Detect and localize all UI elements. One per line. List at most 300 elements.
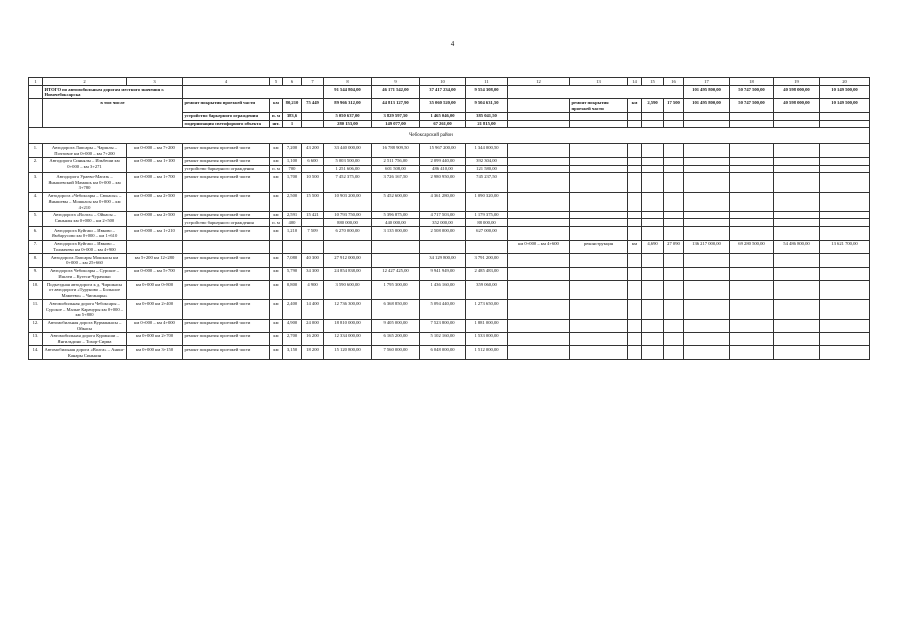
km-range: км 0+000 – км 4+000 (127, 319, 183, 332)
value-c19 (774, 281, 820, 300)
value-c8: 7 452 375,00 (324, 173, 372, 192)
value-c18 (730, 300, 774, 319)
value-c16 (664, 300, 684, 319)
work-type-2 (570, 219, 628, 227)
value-c6: 4,900 (283, 319, 302, 332)
value-c10: 34 129 800,00 (420, 254, 466, 267)
unit-2 (628, 300, 642, 319)
table-row (29, 157, 870, 165)
value-c20 (820, 165, 870, 173)
value-c19 (774, 165, 820, 173)
value-c8: 880 000,00 (324, 219, 372, 227)
value-c20 (820, 332, 870, 345)
incl-row (29, 99, 870, 112)
km-range: км 5+200 км 12+280 (127, 254, 183, 267)
section-row (29, 128, 870, 144)
value-c8: 5 003 500,00 (324, 157, 372, 165)
unit: км (270, 332, 283, 345)
unit-2 (628, 144, 642, 157)
value-c17 (684, 332, 730, 345)
value-c18 (730, 173, 774, 192)
unit: п. м (270, 165, 283, 173)
work-type-2 (570, 144, 628, 157)
unit: п. м (270, 112, 283, 120)
value-c7: 24 000 (302, 319, 324, 332)
work-type-2 (570, 300, 628, 319)
value-c9: 3 135 000,00 (372, 227, 420, 240)
value-c6: 1,210 (283, 227, 302, 240)
value-c7 (302, 240, 324, 253)
value-c10: 5 094 440,00 (420, 300, 466, 319)
value-c18 (730, 157, 774, 165)
value-c11: 2 485 483,00 (466, 267, 508, 280)
value-c18 (730, 332, 774, 345)
value-c15 (642, 267, 664, 280)
km-range: км 0+000 км 3+150 (127, 346, 183, 359)
unit-2 (628, 254, 642, 267)
row-number: 14. (29, 346, 43, 359)
value-c6: 2,400 (283, 300, 302, 319)
value-c15 (642, 165, 664, 173)
work-type-2: ремонт покрытия проезжей части (570, 99, 628, 112)
value-c11: 385 041,50 (466, 112, 508, 120)
total-label: ИТОГО по автомобильным дорогам местного значения г. Новочебоксарска (43, 86, 183, 99)
value-c17 (684, 112, 730, 120)
km-range-2 (508, 219, 570, 227)
unit-2 (628, 332, 642, 345)
value-c11: 1 179 375,00 (466, 211, 508, 219)
value-c10: 15 967 200,00 (420, 144, 466, 157)
table-cell (29, 86, 43, 99)
row-number: 10. (29, 281, 43, 300)
value-c9: 5 396 875,00 (372, 211, 420, 219)
value-c7: 7 509 (302, 227, 324, 240)
value-c17 (684, 219, 730, 227)
work-type-2 (570, 254, 628, 267)
work-type: ремонт покрытия проезжей части (183, 144, 270, 157)
row-number: 1. (29, 144, 43, 157)
value-c7: 75 449 (302, 99, 324, 112)
column-number-10: 10 (420, 78, 466, 86)
value-c7: 10 500 (302, 173, 324, 192)
km-range-2 (508, 300, 570, 319)
row-number: 5. (29, 211, 43, 226)
value-c9: 601 508,00 (372, 165, 420, 173)
unit: км (270, 192, 283, 211)
value-c10 (420, 240, 466, 253)
value-c20 (820, 227, 870, 240)
value-c10: 9 941 949,00 (420, 267, 466, 280)
value-c8: 1 251 606,00 (324, 165, 372, 173)
value-c7 (302, 165, 324, 173)
unit: км (270, 99, 283, 112)
road-repair-table (28, 77, 870, 360)
road-name: Автодорога Ураево-Магазь – Янышевский Мамашь км 0+000 – км 3+780 (43, 173, 127, 192)
value-c8: 5 050 637,00 (324, 112, 372, 120)
value-c9: 6 165 200,00 (372, 332, 420, 345)
value-c19: 40 598 000,00 (774, 99, 820, 112)
value-c11: 88 000,00 (466, 219, 508, 227)
value-c11: 359 060,00 (466, 281, 508, 300)
value-c15 (642, 144, 664, 157)
unit-2 (628, 281, 642, 300)
road-name: Автодорога Лапсары Мошкасы км 0+000 – км 25+660 (43, 254, 127, 267)
value-c8: 10 903 200,00 (324, 192, 372, 211)
work-type: ремонт покрытия проезжей части (183, 300, 270, 319)
value-c19 (774, 346, 820, 359)
km-range: км 0+000 км 2+400 (127, 300, 183, 319)
value-c8: 18 810 000,00 (324, 319, 372, 332)
km-range-2 (508, 227, 570, 240)
work-type: ремонт покрытия проезжей части (183, 319, 270, 332)
column-number-5: 5 (270, 78, 283, 86)
value-c18 (730, 227, 774, 240)
value-c9: 16 788 909,50 (372, 144, 420, 157)
value-c7: 15 500 (302, 192, 324, 211)
total-c17: 101 495 800,00 (684, 86, 730, 99)
value-c15 (642, 319, 664, 332)
value-c18 (730, 120, 774, 128)
value-c20 (820, 173, 870, 192)
work-type: ремонт покрытия проезжей части (183, 267, 270, 280)
value-c10: 486 410,00 (420, 165, 466, 173)
value-c6: 3,150 (283, 346, 302, 359)
column-number-1: 1 (29, 78, 43, 86)
value-c10: 1 436 160,00 (420, 281, 466, 300)
value-c15: 4,690 (642, 240, 664, 253)
value-c18 (730, 211, 774, 219)
value-c8: 10 793 750,00 (324, 211, 372, 219)
value-c6: 1,700 (283, 173, 302, 192)
unit: км (270, 211, 283, 219)
value-c16 (664, 112, 684, 120)
value-c18 (730, 192, 774, 211)
total-row (29, 86, 870, 99)
row-number: 6. (29, 227, 43, 240)
column-number-3: 3 (127, 78, 183, 86)
value-c10: 4 717 503,00 (420, 211, 466, 219)
table-cell (508, 120, 570, 128)
value-c16 (664, 192, 684, 211)
km-range: км 0+000 км 0+800 (127, 281, 183, 300)
unit-2 (628, 173, 642, 192)
value-c19 (774, 211, 820, 219)
value-c8 (324, 240, 372, 253)
total-c11: 9 554 308,00 (466, 86, 508, 99)
column-number-20: 20 (820, 78, 870, 86)
value-c15 (642, 173, 664, 192)
value-c11: 627 000,00 (466, 227, 508, 240)
table-cell (508, 112, 570, 120)
value-c20 (820, 192, 870, 211)
table-row (29, 332, 870, 345)
value-c7: 34 300 (302, 267, 324, 280)
value-c19: 54 486 800,00 (774, 240, 820, 253)
value-c9: 1 795 300,00 (372, 281, 420, 300)
value-c19 (774, 173, 820, 192)
table-row (29, 211, 870, 219)
value-c18 (730, 219, 774, 227)
value-c17 (684, 157, 730, 165)
unit: км (270, 227, 283, 240)
value-c15 (642, 281, 664, 300)
table-row (29, 192, 870, 211)
value-c10: 1 465 046,00 (420, 112, 466, 120)
km-range-2 (508, 267, 570, 280)
value-c20 (820, 112, 870, 120)
value-c20 (820, 120, 870, 128)
value-c15 (642, 332, 664, 345)
total-c8: 91 544 804,00 (324, 86, 372, 99)
table-row (29, 267, 870, 280)
value-c15 (642, 157, 664, 165)
table-cell (183, 86, 324, 99)
column-number-14: 14 (628, 78, 642, 86)
value-c17 (684, 192, 730, 211)
km-range-2 (508, 319, 570, 332)
value-c18 (730, 254, 774, 267)
km-range: км 0+000 – км 1+700 (127, 173, 183, 192)
value-c6: 5,790 (283, 267, 302, 280)
value-c8: 33 440 000,00 (324, 144, 372, 157)
value-c18 (730, 144, 774, 157)
column-number-15: 15 (642, 78, 664, 86)
value-c16 (664, 254, 684, 267)
value-c8: 24 854 838,00 (324, 267, 372, 280)
km-range-2 (508, 281, 570, 300)
value-c11: 1 273 650,00 (466, 300, 508, 319)
value-c17 (684, 346, 730, 359)
work-type-2 (570, 112, 628, 120)
value-c8: 27 912 000,00 (324, 254, 372, 267)
column-number-19: 19 (774, 78, 820, 86)
work-type: ремонт покрытия проезжей части (183, 281, 270, 300)
value-c8: 6 270 000,00 (324, 227, 372, 240)
road-name: Автодорога «Волга» – Ойкасы – Синьялы км 0+000 – км 2+500 (43, 211, 127, 226)
km-range-2 (508, 332, 570, 345)
road-name: Автодорога Куйгаш – Ивково – Ямбарусово км 0+000 – км 1+610 (43, 227, 127, 240)
value-c18 (730, 267, 774, 280)
value-c19 (774, 300, 820, 319)
table-row (29, 173, 870, 192)
column-number-6: 6 (283, 78, 302, 86)
km-range: км 0+000 – км 7+200 (127, 144, 183, 157)
value-c17 (684, 211, 730, 219)
value-c20 (820, 144, 870, 157)
value-c19 (774, 112, 820, 120)
value-c18: 50 747 500,00 (730, 99, 774, 112)
table-row (29, 240, 870, 253)
value-c18 (730, 112, 774, 120)
value-c6: 2,700 (283, 332, 302, 345)
table-row (29, 144, 870, 157)
table-cell (508, 99, 570, 112)
km-range-2 (508, 254, 570, 267)
km-range-2 (508, 173, 570, 192)
work-type-2 (570, 267, 628, 280)
value-c6: 80,210 (283, 99, 302, 112)
km-range-2 (508, 346, 570, 359)
km-range: км 0+000 – км 1+100 (127, 157, 183, 172)
unit-2 (628, 211, 642, 219)
value-c20: 13 621 700,00 (820, 240, 870, 253)
work-type: модернизация светофорного объекта (183, 120, 270, 128)
column-number-18: 18 (730, 78, 774, 86)
road-name: Автомобильная дорога Вурманкасы – Ойкасы (43, 319, 127, 332)
value-c9: 5 452 600,00 (372, 192, 420, 211)
unit-2: км (628, 240, 642, 253)
unit: п. м (270, 219, 283, 227)
value-c16: 17 500 (664, 99, 684, 112)
table-row (29, 254, 870, 267)
work-type: ремонт покрытия проезжей части (183, 227, 270, 240)
table-cell (29, 128, 43, 144)
value-c10: 35 060 520,00 (420, 99, 466, 112)
road-name: Автомобильная дорога Курмыши – Янгильдино – Тохор-Сирма (43, 332, 127, 345)
road-name: Автодорога Чебоксары – Сурское – Ишлеи – Кугеси-Чурачики (43, 267, 127, 280)
value-c19 (774, 332, 820, 345)
work-type: ремонт покрытия проезжей части (183, 99, 270, 112)
value-c16 (664, 211, 684, 219)
value-c18 (730, 165, 774, 173)
value-c7: 14 400 (302, 300, 324, 319)
road-name: Подъездная автодорога к д. Чиршкасы от автодороги «Туруново – Большое Мамеево» – Чиганары» (43, 281, 127, 300)
value-c11: 392 304,00 (466, 157, 508, 165)
value-c9 (372, 240, 420, 253)
value-c7: 6 600 (302, 157, 324, 165)
unit-2 (628, 346, 642, 359)
value-c7: 43 200 (302, 144, 324, 157)
value-c6: 1 (283, 120, 302, 128)
value-c16 (664, 120, 684, 128)
road-name: Автомобильная дорога Чебоксары – Сурское – Малые Карачуры км 0+000 – км 5+800 (43, 300, 127, 319)
total-c20: 10 149 500,00 (820, 86, 870, 99)
value-c18 (730, 346, 774, 359)
total-c10: 37 417 234,00 (420, 86, 466, 99)
work-type-2 (570, 346, 628, 359)
row-number: 8. (29, 254, 43, 267)
unit: шт. (270, 120, 283, 128)
value-c9: 3 829 597,50 (372, 112, 420, 120)
value-c7: 15 421 (302, 211, 324, 219)
work-type: ремонт покрытия проезжей части (183, 211, 270, 219)
value-c9 (372, 254, 420, 267)
section-title: Чебоксарский район (43, 128, 820, 144)
value-c9: 3 726 167,50 (372, 173, 420, 192)
work-type: ремонт покрытия проезжей части (183, 254, 270, 267)
table-row (29, 227, 870, 240)
value-c7: 40 300 (302, 254, 324, 267)
column-number-17: 17 (684, 78, 730, 86)
value-c15 (642, 192, 664, 211)
value-c9: 44 813 127,90 (372, 99, 420, 112)
km-range: км 0+000 – км 5+700 (127, 267, 183, 280)
value-c6: 2,591 (283, 211, 302, 219)
value-c10: 5 102 160,00 (420, 332, 466, 345)
value-c20 (820, 211, 870, 219)
value-c17: 101 495 800,00 (684, 99, 730, 112)
value-c16 (664, 173, 684, 192)
table-row (29, 300, 870, 319)
km-range-2 (508, 144, 570, 157)
unit: км (270, 157, 283, 165)
value-c7: 4 900 (302, 281, 324, 300)
unit: км (270, 254, 283, 267)
km-range-2 (508, 192, 570, 211)
value-c11: 1 344 000,50 (466, 144, 508, 157)
value-c16: 27 090 (664, 240, 684, 253)
road-name: Автодорога Лапсары – Чаршлы – Почтовое км 0+000 – км 7+200 (43, 144, 127, 157)
value-c19 (774, 157, 820, 165)
column-number-16: 16 (664, 78, 684, 86)
value-c15 (642, 254, 664, 267)
value-c16 (664, 219, 684, 227)
value-c20: 10 149 500,00 (820, 99, 870, 112)
column-number-12: 12 (508, 78, 570, 86)
value-c17 (684, 300, 730, 319)
work-type: ремонт покрытия проезжей части (183, 157, 270, 165)
unit-2 (628, 112, 642, 120)
value-c7 (302, 120, 324, 128)
value-c11: 121 580,00 (466, 165, 508, 173)
value-c11: 1 512 000,00 (466, 346, 508, 359)
value-c17 (684, 254, 730, 267)
table-cell (29, 99, 43, 128)
value-c15 (642, 120, 664, 128)
work-type-2 (570, 173, 628, 192)
road-name: Автодорога «Чебоксары – Сюкасы» – Янышевы – Мошкасы км 0+000 – км 4+210 (43, 192, 127, 211)
value-c16 (664, 346, 684, 359)
value-c20 (820, 319, 870, 332)
km-range-2 (508, 165, 570, 173)
value-c17: 136 217 000,00 (684, 240, 730, 253)
work-type-2 (570, 165, 628, 173)
total-c18: 50 747 500,00 (730, 86, 774, 99)
value-c17 (684, 120, 730, 128)
value-c11: 3 791 200,00 (466, 254, 508, 267)
work-type: ремонт покрытия проезжей части (183, 173, 270, 192)
unit-2 (628, 192, 642, 211)
incl-label: в том числе (43, 99, 183, 128)
unit-2 (628, 227, 642, 240)
value-c17 (684, 173, 730, 192)
value-c15 (642, 219, 664, 227)
km-range-2 (508, 211, 570, 219)
value-c6: 2,500 (283, 192, 302, 211)
unit-2 (628, 219, 642, 227)
value-c19 (774, 144, 820, 157)
row-number: 2. (29, 157, 43, 172)
value-c17 (684, 267, 730, 280)
value-c6: 7,080 (283, 254, 302, 267)
work-type: устройство барьерного ограждения (183, 112, 270, 120)
table-row (29, 281, 870, 300)
value-c10: 2 099 440,00 (420, 157, 466, 165)
value-c18: 69 280 500,00 (730, 240, 774, 253)
table-cell (820, 128, 870, 144)
row-number: 12. (29, 319, 43, 332)
value-c19 (774, 267, 820, 280)
value-c10: 2 980 950,00 (420, 173, 466, 192)
work-type-2 (570, 227, 628, 240)
km-range: км 0+000 – км 2+500 (127, 192, 183, 211)
value-c6: 383,6 (283, 112, 302, 120)
value-c10: 352 000,00 (420, 219, 466, 227)
value-c20 (820, 346, 870, 359)
value-c15 (642, 346, 664, 359)
unit: км (270, 144, 283, 157)
work-type: устройство барьерного ограждения (183, 165, 270, 173)
